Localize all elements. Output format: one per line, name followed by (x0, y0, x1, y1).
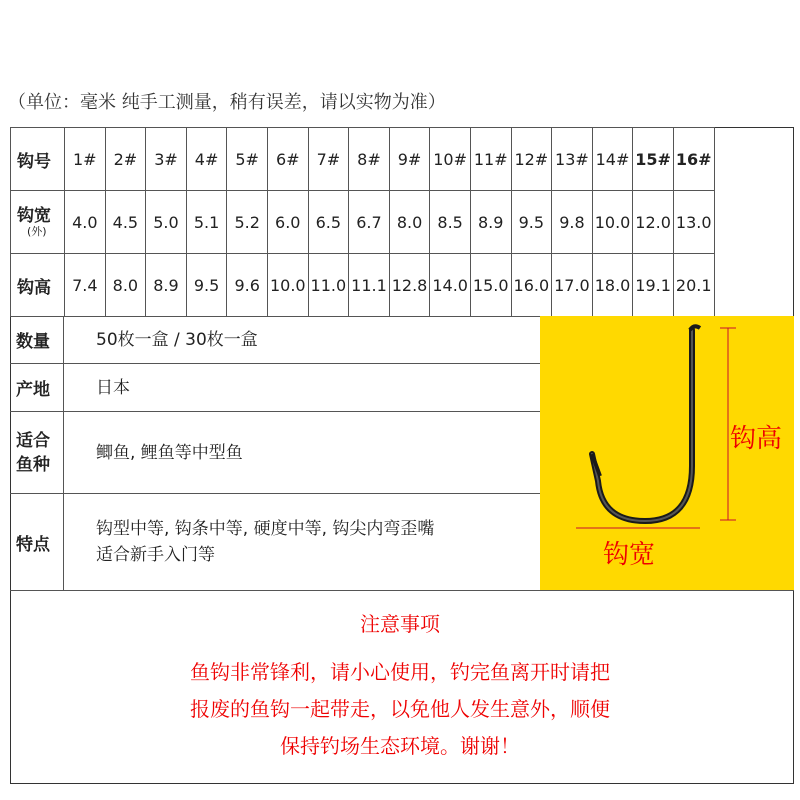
origin-label: 产地 (10, 364, 64, 411)
hook-height-cell: 16.0 (511, 254, 552, 317)
hook-width-cell: 5.1 (186, 191, 227, 254)
hook-height-cell: 10.0 (267, 254, 308, 317)
suitable-fish-value (96, 412, 540, 493)
notice-line-3: 保持钓场生态环境。谢谢！ (280, 734, 520, 758)
hook-number-cell: 14# (592, 128, 633, 191)
hook-width-cell: 9.8 (552, 191, 593, 254)
hook-number-cell: 7# (308, 128, 349, 191)
hook-height-cell: 11.0 (308, 254, 349, 317)
features-value (96, 494, 540, 590)
hook-number-cell: 12# (511, 128, 552, 191)
hook-height-cell: 14.0 (430, 254, 471, 317)
hook-height-annotation: 钩高 (730, 424, 783, 454)
notice-line-2: 报废的鱼钩一起带走，以免他人发生意外，顺便 (190, 697, 610, 721)
quantity-label: 数量 (10, 316, 64, 363)
notice-title: 注意事项 (360, 612, 440, 636)
size-table (10, 127, 715, 317)
suitable-fish-text: 鲫鱼, 鲤鱼等中型鱼 (96, 442, 243, 463)
suitable-fish-row (10, 412, 540, 494)
hook-height-cell: 19.1 (633, 254, 674, 317)
row-label-hook-height: 钩高 (11, 254, 65, 317)
hook-number-cell: 8# (349, 128, 390, 191)
hook-width-cell: 12.0 (633, 191, 674, 254)
origin-row (10, 364, 540, 412)
hook-width-cell: 5.0 (146, 191, 187, 254)
hook-height-cell: 20.1 (673, 254, 714, 317)
hook-height-cell: 8.9 (146, 254, 187, 317)
hook-width-cell: 6.7 (349, 191, 390, 254)
hook-width-annotation: 钩宽 (603, 540, 656, 570)
hook-number-cell: 2# (105, 128, 146, 191)
hook-number-cell: 3# (146, 128, 187, 191)
hook-width-cell: 4.0 (65, 191, 106, 254)
features-row (10, 494, 540, 590)
features-line2: 适合新手入门等 (96, 545, 215, 565)
hook-width-cell: 5.2 (227, 191, 268, 254)
row-label-hook-width (11, 191, 65, 254)
hook-number-cell: 1# (65, 128, 106, 191)
hook-height-row (11, 254, 715, 317)
hook-height-cell: 9.6 (227, 254, 268, 317)
features-label: 特点 (10, 494, 64, 590)
section-divider (10, 590, 794, 591)
hook-number-cell: 4# (186, 128, 227, 191)
hook-height-cell: 8.0 (105, 254, 146, 317)
hook-number-cell: 11# (470, 128, 511, 191)
quantity-row (10, 316, 540, 364)
hook-number-cell: 16# (673, 128, 714, 191)
hook-height-cell: 7.4 (65, 254, 106, 317)
hook-number-row (11, 128, 715, 191)
hook-width-cell: 8.0 (389, 191, 430, 254)
hook-width-cell: 8.5 (430, 191, 471, 254)
hook-number-cell: 15# (633, 128, 674, 191)
hook-number-cell: 13# (552, 128, 593, 191)
hook-width-cell: 4.5 (105, 191, 146, 254)
hook-width-row (11, 191, 715, 254)
hook-width-cell: 9.5 (511, 191, 552, 254)
hook-width-cell: 6.0 (267, 191, 308, 254)
quantity-value (96, 316, 540, 363)
row-label-hook-number: 钩号 (11, 128, 65, 191)
features-line1: 钩型中等, 钩条中等, 硬度中等, 钩尖内弯歪嘴 (96, 519, 435, 539)
suitable-fish-label (10, 412, 64, 493)
suitable-label-line1: 适合 (16, 430, 50, 451)
hook-number-cell: 10# (430, 128, 471, 191)
hook-height-cell: 11.1 (349, 254, 390, 317)
hook-height-cell: 17.0 (552, 254, 593, 317)
hook-width-cell: 8.9 (470, 191, 511, 254)
quantity-text: 50枚一盒 / 30枚一盒 (96, 329, 258, 350)
hook-height-cell: 15.0 (470, 254, 511, 317)
hook-width-cell: 6.5 (308, 191, 349, 254)
origin-value (96, 364, 540, 411)
hook-width-cell: 13.0 (673, 191, 714, 254)
notice-line-1: 鱼钩非常锋利，请小心使用，钓完鱼离开时请把 (190, 660, 610, 684)
hook-height-cell: 12.8 (389, 254, 430, 317)
hook-number-cell: 9# (389, 128, 430, 191)
hook-height-cell: 18.0 (592, 254, 633, 317)
hook-width-sublabel: (外) (27, 225, 47, 238)
hook-number-cell: 6# (267, 128, 308, 191)
unit-note: （单位：毫米 纯手工测量，稍有误差，请以实物为准） (8, 92, 446, 113)
suitable-label-line2: 鱼种 (16, 454, 50, 475)
hook-number-cell: 5# (227, 128, 268, 191)
origin-text: 日本 (96, 377, 130, 398)
hook-width-label: 钩宽 (17, 206, 51, 226)
hook-height-cell: 9.5 (186, 254, 227, 317)
hook-width-cell: 10.0 (592, 191, 633, 254)
